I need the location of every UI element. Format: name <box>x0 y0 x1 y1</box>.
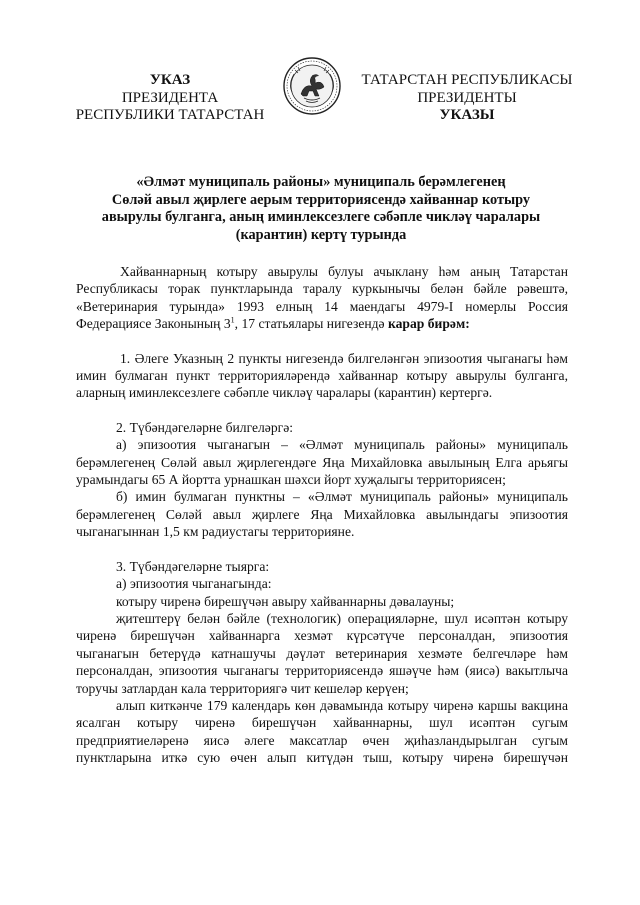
paragraph-3a3: алып киткәнче 179 календарь көн дәвамында котыру чиренә каршы вакцина ясалган котыру чиренә бирешүчән хайваннарны, шул исәптән сугым предприятиеләренә яисә әлеге максатлар өчен җиһазландырылган сугым пунктларына иткә сую өчен алып китүдән тыш, котыру чиренә бирешүчән <box>76 697 568 766</box>
coat-of-arms-emblem <box>282 56 342 116</box>
intro-bold: карар бирәм: <box>387 316 470 332</box>
decree-body <box>76 263 568 767</box>
header-left <box>70 72 270 125</box>
intro-superscript: 1 <box>230 315 235 325</box>
header-left-line2: ПРЕЗИДЕНТА <box>121 89 219 106</box>
intro-text: Хайваннарның котыру авырулы булуы ачыклану һәм аның Татарстан Республикасы торак пунктларында таралу куркынычы белән бәйле рәвештә, «Ветеринария турында» 1993 елның 14 маендагы 4979-I номерлы Россия Федерациясе Законының 3 <box>76 264 568 332</box>
header-right-line2: ПРЕЗИДЕНТЫ <box>417 89 517 106</box>
title-line: Сөләй авыл җирлеге аерым территориясендә хайваннар котыру <box>111 191 531 208</box>
intro-tail: , 17 статьялары нигезендә <box>234 316 388 332</box>
header-left-line1: УКАЗ <box>149 72 191 88</box>
header-right <box>352 72 582 125</box>
paragraph-3a1: котыру чиренә бирешүчән авыру хайваннарны дәвалауны; <box>116 593 455 609</box>
title-line: (карантин) кертү турында <box>235 226 407 243</box>
title-line: «Әлмәт муниципаль районы» муниципаль берәмлегенең <box>136 174 506 190</box>
paragraph-1: 1. Әлеге Указның 2 пункты нигезендә билгеләнгән эпизоотия чыганагы һәм имин булмаган пункт территорияләрендә хайваннар котыру авырулы булганга, аларның иминлексезлеге сәбәпле чикләү чаралары (карантин) кертергә. <box>76 350 568 401</box>
decree-title <box>76 174 566 244</box>
paragraph-2: 2. Түбәндәгеләрне билгеләргә: <box>116 419 294 435</box>
header-right-line1: ТАТАРСТАН РЕСПУБЛИКАСЫ <box>361 72 573 88</box>
intro-paragraph <box>76 263 568 333</box>
paragraph-3a2: җитештерү белән бәйле (технологик) операцияләрне, шул исәптән котыру чиренә бирешүчән хайваннарга хезмәт күрсәтүче персоналдан, эпизоотия чыганагын бетерүдә катнашучы дәүләт ветеринария хезмәте белгечләре һәм персоналдан, эпизоотия чыганагы территориясендә яшәүче һәм (яисә) вакытлыча торучы затлардан кала территориягә чит кешеләр керүен; <box>76 610 568 696</box>
header-left-line3: РЕСПУБЛИКИ ТАТАРСТАН <box>75 107 265 123</box>
paragraph-3a: а) эпизоотия чыганагында: <box>116 576 272 592</box>
paragraph-2b: б) имин булмаган пунктны – «Әлмәт муниципаль районы» муниципаль берәмлегенең Сөләй авыл җирлеге Яңа Михайловка авылындагы эпизоотия чыганагыннан 1,5 км радиустагы территорияне. <box>76 489 568 540</box>
header-right-line3: УКАЗЫ <box>439 107 495 123</box>
title-line: авырулы булганга, аның иминлексезлеге сәбәпле чикләү чаралары <box>101 209 541 226</box>
paragraph-3: 3. Түбәндәгеләрне тыярга: <box>116 558 270 574</box>
paragraph-2a: а) эпизоотия чыганагын – «Әлмәт муниципаль районы» муниципаль берәмлегенең Сөләй авыл җирлегендәге Яңа Михайловка авылының Елга арьягы урамындагы 65 А йортта урнашкан шәхси йорт хуҗалыгы территориясен; <box>76 437 568 488</box>
